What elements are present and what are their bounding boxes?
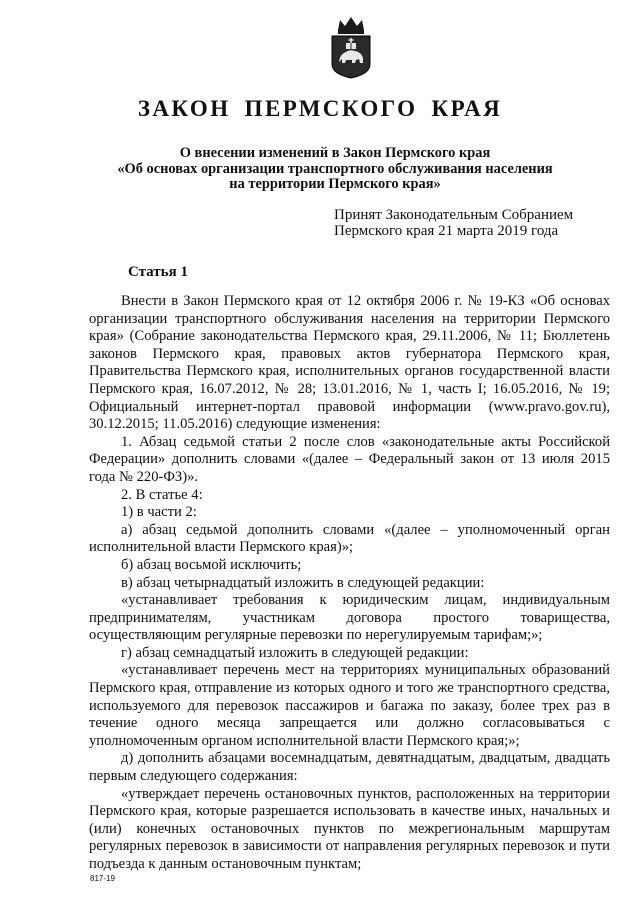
article-paragraph: «утверждает перечень остановочных пунктов, расположенных на территории Пермского края, которые разрешается использовать в качестве иных, начальных и (или) конечных остановочных пунктов по межрегиональным маршрутам регулярных перевозок в зависимости от направления регулярных перевозок и пути подъезда к данным остановочным пунктам; [89,785,610,872]
article-paragraph: г) абзац семнадцатый изложить в следующей редакции: [121,644,469,661]
article-paragraph: Внести в Закон Пермского края от 12 октября 2006 г. № 19-КЗ «Об основах организации транспортного обслуживания населения на территории Пермского края» (Собрание законодательства Пермского края, 29.11.2006, № 11; Бюллетень законов Пермского края, правовых актов губернатора Пермского края, Правительства Пермского края, исполнительных органов государственной власти Пермского края, 16.07.2012, № 28; 13.01.2016, № 1, часть I; 16.05.2016, № 19; Официальный интернет-портал правовой информации (www.pravo.gov.ru), 30.12.2015; 11.05.2016) следующие изменения: [89,293,610,433]
subtitle-line: О внесении изменений в Закон Пермского края [179,145,491,161]
article-paragraph: «устанавливает требования к юридическим лицам, индивидуальным предпринимателям, участникам договора простого товарищества, осуществляющим регулярные перевозки по нерегулируемым тарифам;»; [89,592,610,644]
article-paragraph: 1) в части 2: [121,504,197,521]
article-heading: Статья 1 [128,264,188,280]
article-paragraph: д) дополнить абзацами восемнадцатым, девятнадцатым, двадцатым, двадцать первым следующего содержания: [89,750,610,785]
article-body [89,293,610,874]
document-title: ЗАКОН ПЕРМСКОГО КРАЯ [137,96,503,121]
adoption-note [334,207,594,239]
adoption-line: Принят Законодательным Собранием [334,207,574,223]
article-paragraph: 1. Абзац седьмой статьи 2 после слов «законодательные акты Российской Федерации» дополнить словами «(далее – Федеральный закон от 13 июля 2015 года № 220-ФЗ)». [89,433,610,485]
subtitle-line: «Об основах организации транспортного обслуживания населения [117,160,553,177]
article-paragraph: 2. В статье 4: [121,486,203,503]
article-paragraph: б) абзац восьмой исключить; [121,556,302,573]
perm-krai-coat-of-arms-icon [328,16,374,80]
adoption-line: Пермского края 21 марта 2019 года [334,223,559,239]
subtitle-line: на территории Пермского края» [229,176,441,192]
document-subtitle [100,146,570,193]
article-paragraph: в) абзац четырнадцатый изложить в следующей редакции: [121,574,485,591]
document-code: 817-19 [90,874,115,883]
article-paragraph: а) абзац седьмой дополнить словами «(далее – уполномоченный орган исполнительной власти Пермского края)»; [89,521,610,556]
article-paragraph: «устанавливает перечень мест на территориях муниципальных образований Пермского края, отправление из которых одного и того же транспортного средства, используемого для перевозок пассажиров и багажа по заказу, более трех раз в течение одного месяца запрещается или должно согласовываться с уполномоченным органом исполнительной власти Пермского края;»; [89,662,610,749]
